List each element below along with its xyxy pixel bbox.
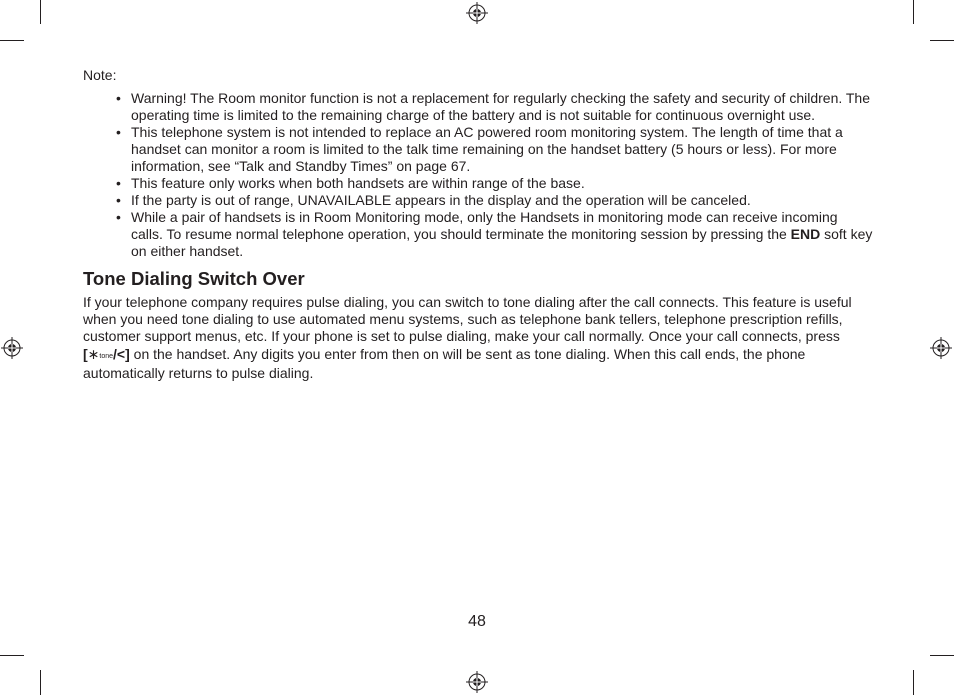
crop-mark-top-left	[0, 40, 24, 41]
end-key-label: END	[790, 226, 821, 242]
body-text: If your telephone company requires pulse dialing, you can switch to tone dialing after the call connects. This feature is useful when you need tone dialing to use automated menu systems, such as telephone bank tellers, telephone prescription refills, customer support menus, etc. If your phone is set to pulse dialing, make your call normally. Once your call connects, press	[83, 294, 852, 345]
bullet-icon: •	[116, 209, 121, 225]
page-number: 48	[468, 613, 486, 630]
note-text: Warning! The Room monitor function is not a replacement for regularly checking the safety and security of children. The operating time is limited to the remaining charge of the battery and is not suitable for continuous overnight use.	[131, 90, 870, 123]
note-text: This telephone system is not intended to replace an AC powered room monitoring system. The length of time that a handset can monitor a room is limited to the talk time remaining on the handset battery (5 hours or less). For more information, see “Talk and Standby Times” on page 67.	[131, 124, 843, 174]
crop-mark-bottom-left	[40, 670, 41, 695]
note-text: While a pair of handsets is in Room Monitoring mode, only the Handsets in monitoring mode can receive incoming calls. To resume normal telephone operation, you should terminate the monitoring session by pressing the	[131, 209, 838, 242]
registration-mark-icon	[466, 671, 488, 693]
section-body	[83, 294, 873, 382]
crop-mark-top-left	[40, 0, 41, 24]
note-item	[116, 90, 873, 124]
bullet-icon: •	[116, 90, 121, 106]
note-text: If the party is out of range, UNAVAILABLE appears in the display and the operation will be canceled.	[131, 192, 751, 208]
bullet-icon: •	[116, 124, 121, 140]
note-item	[116, 209, 873, 260]
tone-key-sublabel: tone	[99, 352, 114, 360]
crop-mark-top-right	[913, 0, 914, 24]
section-title: Tone Dialing Switch Over	[83, 268, 305, 289]
crop-mark-bottom-right	[930, 655, 954, 656]
crop-mark-bottom-left	[0, 655, 24, 656]
body-text: on the handset. Any digits you enter from then on will be sent as tone dialing. When this call ends, the phone automatically returns to pulse dialing.	[83, 345, 806, 381]
crop-mark-bottom-right	[913, 670, 914, 695]
registration-mark-icon	[466, 2, 488, 24]
page-content	[83, 67, 873, 382]
registration-mark-icon	[930, 337, 952, 359]
crop-mark-top-right	[930, 40, 954, 41]
note-list	[83, 90, 873, 260]
note-text: soft key on either handset.	[131, 226, 873, 259]
note-item	[116, 175, 873, 192]
bullet-icon: •	[116, 192, 121, 208]
registration-mark-icon	[1, 337, 23, 359]
note-label: Note:	[83, 67, 117, 83]
note-text: This feature only works when both handsets are within range of the base.	[131, 175, 585, 191]
bullet-icon: •	[116, 175, 121, 191]
note-item	[116, 124, 873, 175]
star-key-icon: ∗	[87, 345, 100, 362]
note-item	[116, 192, 873, 209]
tone-key-label: [∗tone/<]	[83, 345, 130, 362]
